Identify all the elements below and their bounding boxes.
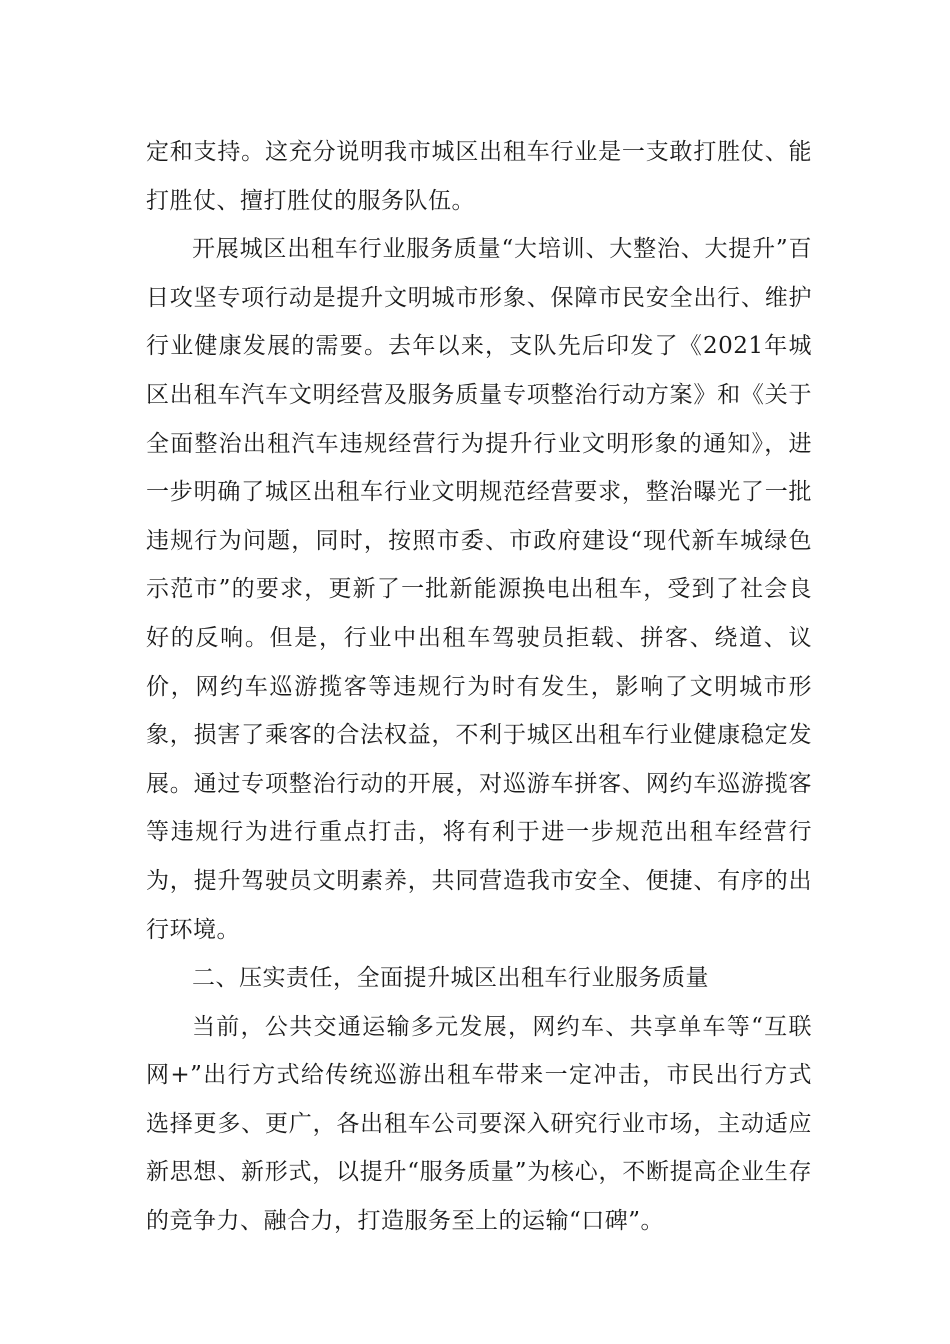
paragraph-continuation: 定和支持。这充分说明我市城区出租车行业是一支敢打胜仗、能打胜仗、擅打胜仗的服务队伍。: [146, 139, 812, 214]
document-body: [146, 128, 812, 1246]
paragraph-current-situation: 当前，公共交通运输多元发展，网约车、共享单车等“互联网+”出行方式给传统巡游出租车带来一定冲击，市民出行方式选择更多、更广，各出租车公司要深入研究行业市场，主动适应新思想、新形式，以提升“服务质量”为核心，不断提高企业生存的竞争力、融合力，打造服务至上的运输“口碑”。: [146, 1013, 812, 1235]
paragraph-campaign-background: 开展城区出租车行业服务质量“大培训、大整治、大提升”百日攻坚专项行动是提升文明城市形象、保障市民安全出行、维护行业健康发展的需要。去年以来，支队先后印发了《2021年城区出租车汽车文明经营及服务质量专项整治行动方案》和《关于全面整治出租汽车违规经营行为提升行业文明形象的通知》，进一步明确了城区出租车行业文明规范经营要求，整治曝光了一批违规行为问题，同时，按照市委、市政府建设“现代新车城绿色示范市”的要求，更新了一批新能源换电出租车，受到了社会良好的反响。但是，行业中出租车驾驶员拒载、拼客、绕道、议价，网约车巡游揽客等违规行为时有发生，影响了文明城市形象，损害了乘客的合法权益，不利于城区出租车行业健康稳定发展。通过专项整治行动的开展，对巡游车拼客、网约车巡游揽客等违规行为进行重点打击，将有利于进一步规范出租车经营行为，提升驾驶员文明素养，共同营造我市安全、便捷、有序的出行环境。: [146, 236, 812, 943]
section-heading: 二、压实责任，全面提升城区出租车行业服务质量: [192, 965, 709, 992]
